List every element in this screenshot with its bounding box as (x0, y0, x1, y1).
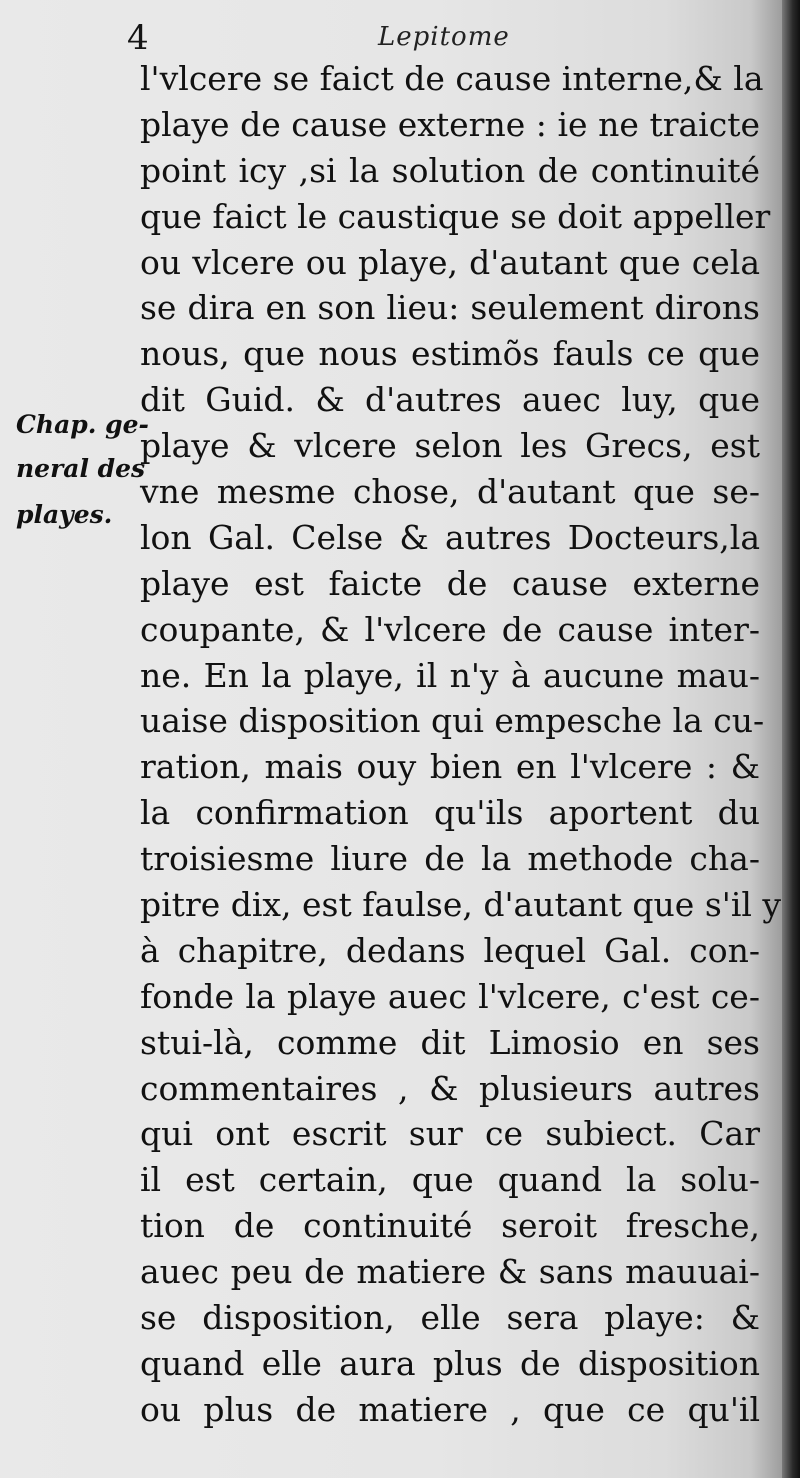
text-line: il est certain, que quand la solu- (140, 1160, 760, 1200)
text-line: ne. En la playe, il n'y à aucune mau- (140, 655, 760, 695)
text-line: tion de continuité seroit fresche, (140, 1206, 760, 1246)
body-text (140, 56, 782, 1433)
text-line: commentaires , & plusieurs autres (140, 1068, 760, 1108)
text-line: ou vlcere ou playe, d'autant que cela (140, 242, 760, 282)
text-line: ration, mais ouy bien en l'vlcere : & (140, 747, 760, 787)
margin-note-line: neral des (16, 454, 146, 483)
text-line: coupante, & l'vlcere de cause inter- (140, 609, 760, 649)
margin-note-line: playes. (16, 500, 113, 529)
text-line: playe de cause externe : ie ne traicte (140, 104, 760, 144)
page-number: 4 (127, 18, 149, 58)
text-line: nous, que nous estimõs fauls ce que (140, 334, 760, 374)
text-line: ou plus de matiere , que ce qu'il (140, 1389, 760, 1429)
text-line: se dira en son lieu: seulement dirons (140, 288, 760, 328)
text-line: point icy ,si la solution de continuité (140, 150, 760, 190)
text-line: la confirmation qu'ils aportent du (140, 793, 760, 833)
text-line: playe & vlcere selon les Grecs, est (140, 426, 760, 466)
text-line: quand elle aura plus de disposition (140, 1343, 760, 1383)
text-line: qui ont escrit sur ce subiect. Car (140, 1114, 760, 1154)
margin-note-line: Chap. ge- (16, 410, 149, 439)
text-line: lon Gal. Celse & autres Docteurs,la (140, 517, 760, 557)
text-line: auec peu de matiere & sans mauuai- (140, 1252, 760, 1292)
text-line: stui-là, comme dit Limosio en ses (140, 1022, 760, 1062)
text-line: uaise disposition qui empesche la cu- (140, 701, 765, 741)
text-line: à chapitre, dedans lequel Gal. con- (140, 930, 760, 970)
text-line: troisiesme liure de la methode cha- (140, 839, 760, 879)
text-line: l'vlcere se faict de cause interne,& la (140, 59, 764, 98)
text-line: vne mesme chose, d'autant que se- (140, 472, 760, 512)
text-line: pitre dix, est faulse, d'autant que s'il y (140, 885, 782, 925)
book-gutter (782, 0, 800, 1478)
text-line: dit Guid. & d'autres auec luy, que (140, 380, 760, 420)
text-line: playe est faicte de cause externe (140, 563, 760, 603)
text-line: fonde la playe auec l'vlcere, c'est ce- (140, 976, 760, 1016)
text-line: que faict le caustique se doit appeller (140, 196, 771, 236)
running-head: Lepitome (378, 22, 510, 52)
text-line: se disposition, elle sera playe: & (140, 1298, 760, 1338)
